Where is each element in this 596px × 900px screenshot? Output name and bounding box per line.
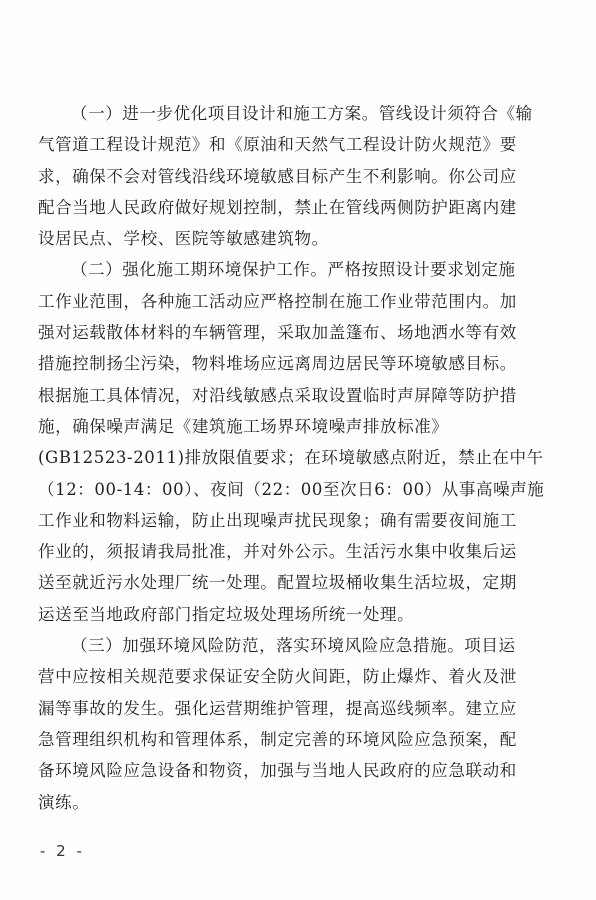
- text-line: 营中应按相关规范要求保证安全防火间距，防止爆炸、着火及泄: [38, 667, 517, 687]
- text-line: 作业的，须报请我局批准，并对外公示。生活污水集中收集后运: [38, 542, 517, 562]
- text-line: (GB12523-2011)排放限值要求；在环境敏感点附近，禁止在中午: [38, 448, 544, 468]
- text-line: 气管道工程设计规范》和《原油和天然气工程设计防火规范》要: [38, 135, 517, 155]
- text-line: 工作业和物料运输，防止出现噪声扰民现象；确有需要夜间施工: [38, 510, 517, 530]
- document-body: [38, 98, 566, 818]
- text-line: 急管理组织机构和管理体系，制定完善的环境风险应急预案，配: [38, 729, 517, 749]
- text-line: 强对运载散体材料的车辆管理，采取加盖篷布、场地洒水等有效: [38, 323, 517, 343]
- text-line: 根据施工具体情况，对沿线敏感点采取设置临时声屏障等防护措: [38, 385, 517, 405]
- text-line: （二）强化施工期环境保护工作。严格按照设计要求划定施: [71, 260, 516, 280]
- text-line: 施，确保噪声满足《建筑施工场界环境噪声排放标准》: [38, 416, 449, 436]
- text-line: 工作业范围，各种施工活动应严格控制在施工作业带范围内。加: [38, 291, 517, 311]
- text-line: 送至就近污水处理厂统一处理。配置垃圾桶收集生活垃圾，定期: [38, 573, 517, 593]
- text-line: 漏等事故的发生。强化运营期维护管理，提高巡线频率。建立应: [38, 698, 517, 718]
- text-line: （12：00-14：00）、夜间（22：00至次日6：00）从事高噪声施: [38, 479, 545, 499]
- paragraph-1: [38, 98, 566, 254]
- text-line: 求，确保不会对管线沿线环境敏感目标产生不利影响。你公司应: [38, 166, 517, 186]
- text-line: 备环境风险应急设备和物资，加强与当地人民政府的应急联动和: [38, 761, 517, 781]
- text-line: 配合当地人民政府做好规划控制，禁止在管线两侧防护距离内建: [38, 197, 517, 217]
- page-number: - 2 -: [40, 842, 85, 860]
- text-line: （一）进一步优化项目设计和施工方案。管线设计须符合《输: [71, 104, 533, 123]
- text-line: 设居民点、学校、医院等敏感建筑物。: [38, 229, 329, 249]
- text-line: 措施控制扬尘污染，物料堆场应远离周边居民等环境敏感目标。: [38, 354, 517, 374]
- text-line: 演练。: [38, 792, 90, 812]
- paragraph-3: [38, 630, 566, 818]
- text-line: （三）加强环境风险防范，落实环境风险应急措施。项目运: [71, 636, 516, 656]
- paragraph-2: [38, 254, 566, 630]
- text-line: 运送至当地政府部门指定垃圾处理场所统一处理。: [38, 604, 415, 624]
